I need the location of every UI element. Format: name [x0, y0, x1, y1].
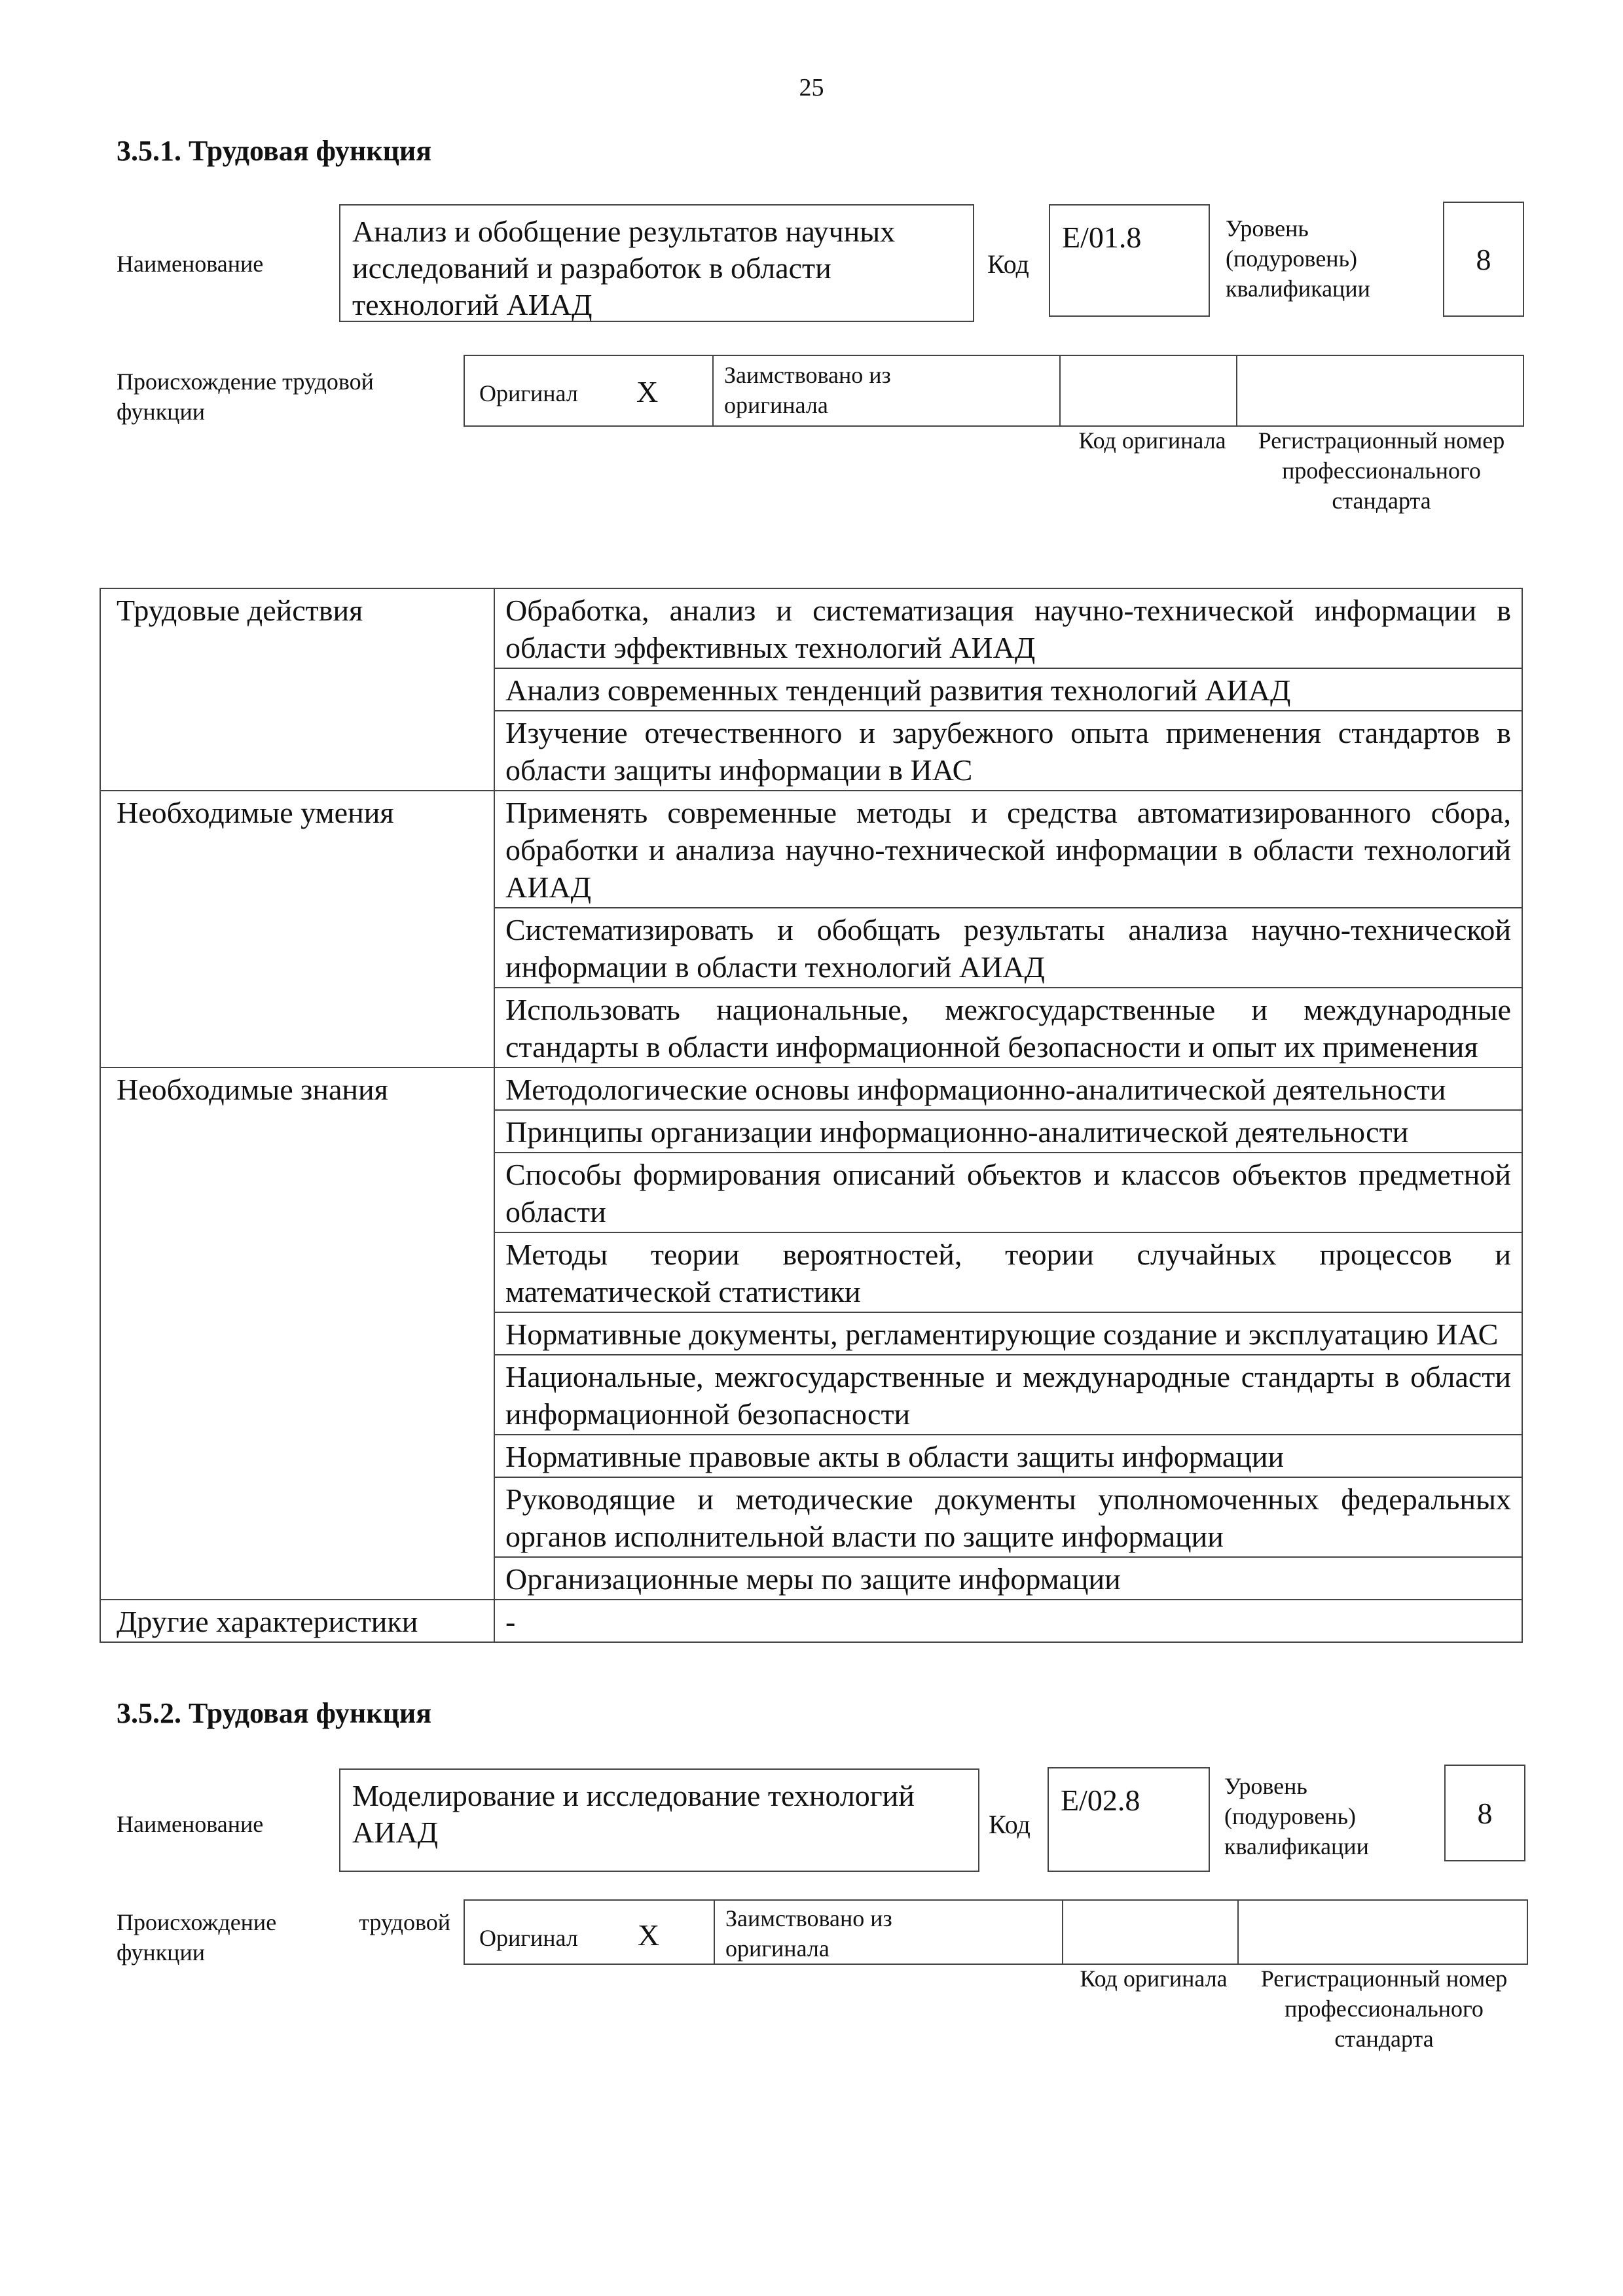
table-cell: Применять современные методы и средства автоматизированного сбора, обработки и анализа научно-технической информации в области технологий АИАД	[494, 791, 1522, 908]
category-cell: Трудовые действия	[100, 588, 494, 791]
level-box	[1444, 1765, 1525, 1861]
table-cell: Принципы организации информационно-аналитической деятельности	[494, 1110, 1522, 1153]
origin-label: Происхождение трудовой функции	[117, 368, 374, 425]
borrowed-label: Заимствовано из оригинала	[725, 1905, 892, 1962]
original-label: Оригинал	[479, 1925, 578, 1951]
original-mark: X	[636, 375, 659, 408]
code-box	[1048, 1767, 1210, 1872]
reg-number-caption: Регистрационный номер профессионального стандарта	[1258, 427, 1505, 514]
table-cell: Национальные, межгосударственные и международные стандарты в области информационной безопасности	[494, 1355, 1522, 1435]
table-cell: Методы теории вероятностей, теории случайных процессов и математической статистики	[494, 1232, 1522, 1312]
reg-number-caption: Регистрационный номер профессионального стандарта	[1260, 1965, 1508, 2052]
code-label: Код	[989, 1810, 1030, 1839]
code-label: Код	[987, 249, 1029, 279]
function-name-box	[339, 204, 974, 322]
original-mark: X	[638, 1918, 660, 1952]
section-title: 3.5.1. Трудовая функция	[117, 135, 432, 167]
table-cell: -	[494, 1600, 1522, 1642]
function-name-value: Анализ и обобщение результатов научных исследований и разработок в области технологий АИАД	[352, 215, 896, 321]
table-cell: Анализ современных тенденций развития технологий АИАД	[494, 668, 1522, 711]
code-original-caption: Код оригинала	[1078, 427, 1226, 454]
category-cell: Необходимые умения	[100, 791, 494, 1067]
table-row	[100, 1067, 1522, 1110]
category-cell: Другие характеристики	[100, 1600, 494, 1642]
divider	[1237, 1901, 1239, 1964]
table-row	[100, 588, 1522, 668]
table-cell: Нормативные правовые акты в области защиты информации	[494, 1435, 1522, 1477]
function-name-box	[339, 1768, 979, 1872]
level-value: 8	[1476, 242, 1491, 276]
function-name-value: Моделирование и исследование технологий АИАД	[352, 1779, 915, 1849]
table-cell: Организационные меры по защите информации	[494, 1557, 1522, 1600]
divider	[1062, 1901, 1063, 1964]
code-value: Е/02.8	[1061, 1784, 1140, 1817]
name-label: Наименование	[117, 1811, 264, 1837]
level-label: Уровень (подуровень) квалификации	[1226, 215, 1370, 302]
origin-label	[117, 1907, 450, 1967]
section-title: 3.5.2. Трудовая функция	[117, 1697, 432, 1729]
category-cell: Необходимые знания	[100, 1067, 494, 1600]
code-original-caption: Код оригинала	[1080, 1965, 1228, 1992]
table-cell: Нормативные документы, регламентирующие создание и эксплуатацию ИАС	[494, 1312, 1522, 1355]
divider	[1059, 356, 1061, 425]
table-row	[100, 791, 1522, 908]
origin-table	[464, 355, 1524, 427]
table-cell: Руководящие и методические документы уполномоченных федеральных органов исполнительной власти по защите информации	[494, 1477, 1522, 1557]
table-row	[100, 1600, 1522, 1642]
level-label: Уровень (подуровень) квалификации	[1224, 1773, 1369, 1859]
table-cell: Обработка, анализ и систематизация научно-технической информации в области эффективных технологий АИАД	[494, 588, 1522, 668]
table-cell: Методологические основы информационно-аналитической деятельности	[494, 1067, 1522, 1110]
divider	[714, 1901, 715, 1964]
original-label: Оригинал	[479, 380, 578, 406]
name-label: Наименование	[117, 251, 264, 277]
table-cell: Систематизировать и обобщать результаты анализа научно-технической информации в области технологий АИАД	[494, 908, 1522, 988]
page-number: 25	[799, 74, 824, 101]
level-value: 8	[1477, 1796, 1493, 1830]
origin-label-text: Происхождение трудовой функции	[117, 1909, 450, 1965]
code-value: Е/01.8	[1062, 221, 1142, 254]
labor-function-table	[100, 588, 1523, 1643]
divider	[1236, 356, 1237, 425]
code-box	[1049, 204, 1210, 317]
table-cell: Использовать национальные, межгосударственные и международные стандарты в области информационной безопасности и опыт их применения	[494, 988, 1522, 1067]
origin-table	[464, 1899, 1528, 1965]
divider	[712, 356, 714, 425]
table-cell: Способы формирования описаний объектов и классов объектов предметной области	[494, 1153, 1522, 1232]
table-cell: Изучение отечественного и зарубежного опыта применения стандартов в области защиты информации в ИАС	[494, 711, 1522, 791]
borrowed-label: Заимствовано из оригинала	[724, 362, 891, 418]
level-box	[1443, 202, 1524, 317]
